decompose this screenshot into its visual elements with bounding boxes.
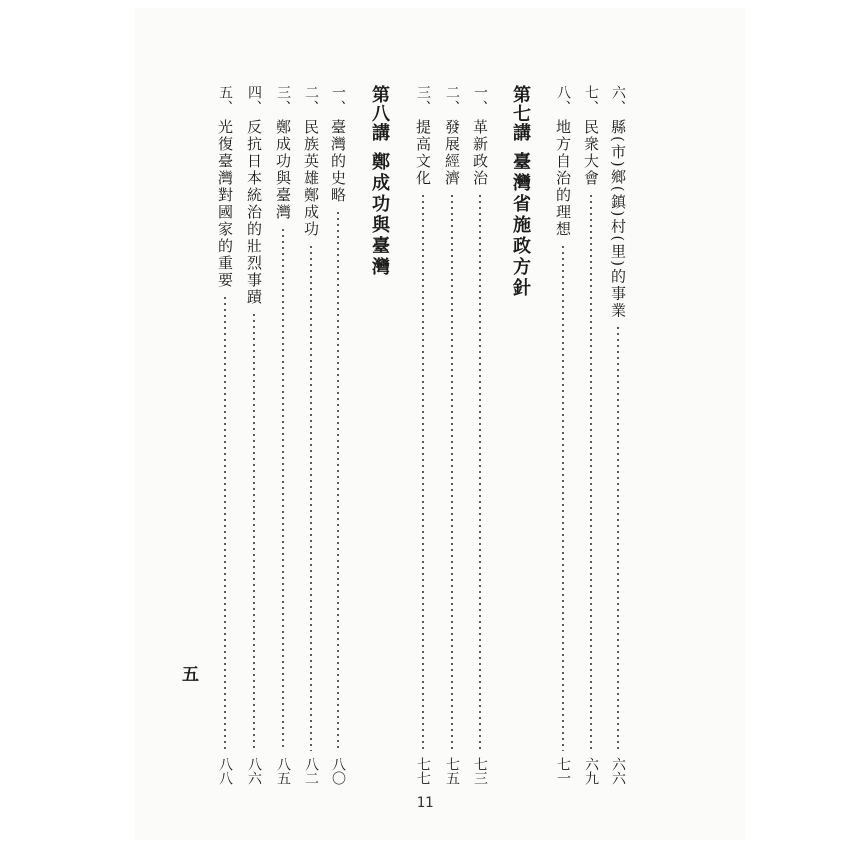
entry-number: 一、 xyxy=(330,85,346,115)
toc-entry-8-4 xyxy=(241,85,267,785)
entry-page: 七五 xyxy=(444,757,460,785)
lecture-heading-8 xyxy=(366,85,392,785)
dot-leader xyxy=(479,193,481,751)
dot-leader xyxy=(337,210,339,751)
toc-entry-7-2 xyxy=(439,85,465,785)
toc-entry-6 xyxy=(605,85,631,785)
entry-number: 一、 xyxy=(472,85,488,115)
entry-title: 反抗日本統治的壯烈事蹟 xyxy=(245,119,263,306)
entry-number: 三、 xyxy=(415,85,431,115)
entry-title: 民衆大會 xyxy=(582,119,600,187)
toc-entry-7-3 xyxy=(410,85,436,785)
entry-title: 鄭成功與臺灣 xyxy=(274,119,292,221)
entry-number: 四、 xyxy=(246,85,262,115)
toc-entry-8-1 xyxy=(325,85,351,785)
lecture-label: 第七講 xyxy=(510,85,531,142)
dot-leader xyxy=(224,295,226,751)
entry-title: 革新政治 xyxy=(471,119,489,187)
entry-number: 八、 xyxy=(555,85,571,115)
toc-entry-8-5 xyxy=(212,85,238,785)
entry-page: 八二 xyxy=(303,757,319,785)
lecture-title: 臺灣省施政方針 xyxy=(510,152,531,299)
entry-page: 七三 xyxy=(472,757,488,785)
dot-leader xyxy=(282,227,284,751)
dot-leader xyxy=(310,244,312,751)
entry-page: 八八 xyxy=(217,757,233,785)
entry-number: 三、 xyxy=(275,85,291,115)
entry-number: 二、 xyxy=(303,85,319,115)
toc-entry-7-1 xyxy=(467,85,493,785)
entry-title: 地方自治的理想 xyxy=(554,119,572,238)
entry-page: 八〇 xyxy=(330,757,346,785)
lecture-heading-7 xyxy=(507,85,533,785)
dot-leader xyxy=(451,193,453,751)
entry-page: 七七 xyxy=(415,757,431,785)
dot-leader xyxy=(617,325,619,751)
entry-title: 縣(市)鄉(鎮)村(里)的事業 xyxy=(609,119,627,320)
entry-title: 民族英雄鄭成功 xyxy=(302,119,320,238)
entry-page: 六六 xyxy=(610,757,626,785)
entry-page: 六九 xyxy=(583,757,599,785)
toc-entry-8 xyxy=(550,85,576,785)
lecture-title: 鄭成功與臺灣 xyxy=(369,152,390,278)
toc-entry-8-2 xyxy=(298,85,324,785)
dot-leader xyxy=(253,312,255,751)
entry-title: 臺灣的史略 xyxy=(329,119,347,204)
entry-number: 七、 xyxy=(583,85,599,115)
entry-number: 六、 xyxy=(610,85,626,115)
entry-title: 光復臺灣對國家的重要 xyxy=(216,119,234,289)
folio-number: 11 xyxy=(416,795,434,811)
dot-leader xyxy=(590,193,592,751)
lecture-label: 第八講 xyxy=(369,85,390,142)
entry-page: 八六 xyxy=(246,757,262,785)
entry-page: 七一 xyxy=(555,757,571,785)
entry-title: 提高文化 xyxy=(414,119,432,187)
toc-entry-7 xyxy=(578,85,604,785)
dot-leader xyxy=(422,193,424,751)
dot-leader xyxy=(562,244,564,751)
entry-title: 發展經濟 xyxy=(443,119,461,187)
side-page-number: 五 xyxy=(182,665,199,685)
entry-page: 八五 xyxy=(275,757,291,785)
entry-number: 二、 xyxy=(444,85,460,115)
entry-number: 五、 xyxy=(217,85,233,115)
toc-entry-8-3 xyxy=(270,85,296,785)
